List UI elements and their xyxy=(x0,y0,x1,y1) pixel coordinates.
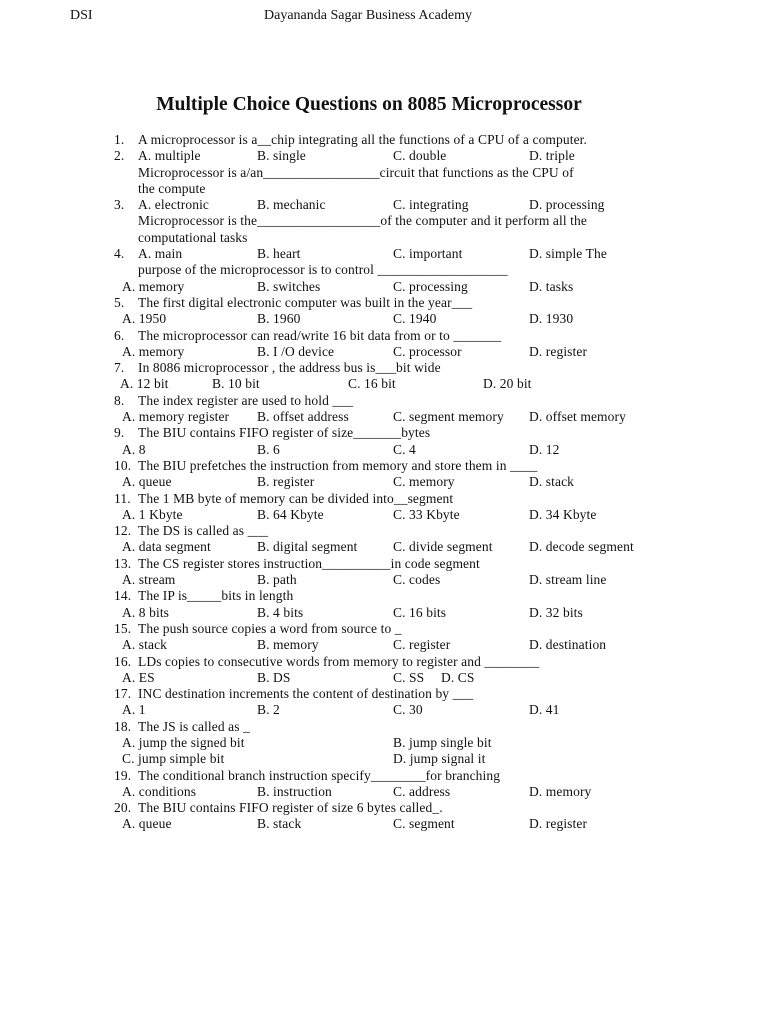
question-text: The index register are used to hold ___ xyxy=(138,392,353,408)
question-number: 1. xyxy=(114,132,125,147)
question-text: computational tasks xyxy=(138,229,248,245)
answer-option: D. decode segment xyxy=(529,539,634,555)
answer-option: A. 8 xyxy=(122,441,146,457)
answer-option: A. 1950 xyxy=(122,311,167,327)
answer-option: D. simple The xyxy=(529,246,607,262)
question-text: The push source copies a word from source to _ xyxy=(138,620,402,636)
question-number: 12. xyxy=(114,523,132,539)
answer-option: C. jump simple bit xyxy=(122,751,225,767)
question-line xyxy=(114,344,654,360)
answer-option: B. offset address xyxy=(257,409,349,425)
question-line xyxy=(114,621,654,637)
question-line xyxy=(114,213,654,229)
question-line xyxy=(114,376,654,392)
answer-option: D. CS xyxy=(441,669,475,685)
answer-option: B. memory xyxy=(257,637,319,653)
answer-option: D. stream line xyxy=(529,572,607,588)
question-number: 8. xyxy=(114,392,125,408)
question-line xyxy=(114,556,654,572)
answer-option: B. 6 xyxy=(257,441,280,457)
answer-option: D. tasks xyxy=(529,278,574,294)
question-line xyxy=(114,539,654,555)
answer-option: A. 1 Kbyte xyxy=(122,506,183,522)
question-text: Microprocessor is the__________________of the computer and it perform all the xyxy=(138,213,587,229)
question-number: 9. xyxy=(114,425,125,441)
question-number: 15. xyxy=(114,620,132,636)
answer-option: D. 20 bit xyxy=(483,376,532,392)
question-list xyxy=(114,132,654,833)
question-number: 2. xyxy=(114,148,125,164)
answer-option: A. memory register xyxy=(122,409,230,425)
answer-option: B. jump single bit xyxy=(393,734,492,750)
question-text: Microprocessor is a/an_________________circuit that functions as the CPU of xyxy=(138,164,574,180)
question-text: The IP is_____bits in length xyxy=(138,588,294,604)
answer-option: B. heart xyxy=(257,246,301,262)
question-number: 16. xyxy=(114,653,132,669)
answer-option: D. destination xyxy=(529,637,607,653)
question-line xyxy=(114,784,654,800)
question-line xyxy=(114,360,654,376)
question-number: 18. xyxy=(114,718,132,734)
answer-option: A. ES xyxy=(122,669,155,685)
question-line xyxy=(114,491,654,507)
question-line xyxy=(114,670,654,686)
question-number: 13. xyxy=(114,555,132,571)
question-line xyxy=(114,279,654,295)
question-text: the compute xyxy=(138,180,206,196)
question-text: INC destination increments the content of destination by ___ xyxy=(138,686,474,702)
question-line xyxy=(114,474,654,490)
question-text: purpose of the microprocessor is to control ___________________ xyxy=(138,262,508,278)
answer-option: B. 4 bits xyxy=(257,604,304,620)
question-number: 10. xyxy=(114,457,132,473)
answer-option: B. stack xyxy=(257,816,302,832)
question-text: LDs copies to consecutive words from memory to register and ________ xyxy=(138,653,540,669)
answer-option: C. 33 Kbyte xyxy=(393,506,460,522)
answer-option: D. memory xyxy=(529,783,592,799)
answer-option: C. segment memory xyxy=(393,409,504,425)
answer-option: D. 1930 xyxy=(529,311,574,327)
question-line xyxy=(114,523,654,539)
answer-option: A. stream xyxy=(122,572,176,588)
page-title: Multiple Choice Questions on 8085 Microprocessor xyxy=(156,94,582,115)
question-line xyxy=(114,148,654,164)
question-number: 4. xyxy=(114,246,125,262)
question-line xyxy=(114,654,654,670)
question-line xyxy=(114,588,654,604)
question-text: The BIU contains FIFO register of size_______bytes xyxy=(138,425,431,441)
question-text: The conditional branch instruction specify________for branching xyxy=(138,767,501,783)
answer-option: C. 30 xyxy=(393,702,423,718)
question-line xyxy=(114,572,654,588)
question-number: 14. xyxy=(114,588,132,604)
answer-option: B. mechanic xyxy=(257,197,326,213)
answer-option: C. processor xyxy=(393,343,462,359)
question-line xyxy=(114,507,654,523)
question-line xyxy=(114,702,654,718)
answer-option: B. 2 xyxy=(257,702,280,718)
answer-option: B. digital segment xyxy=(257,539,358,555)
answer-option: C. double xyxy=(393,148,447,164)
question-text: The BIU contains FIFO register of size 6 bytes called_. xyxy=(138,800,443,816)
question-line xyxy=(114,132,654,148)
question-text: The CS register stores instruction__________in code segment xyxy=(138,555,480,571)
answer-option: C. codes xyxy=(393,572,441,588)
answer-option: B. DS xyxy=(257,669,291,685)
answer-option: A. memory xyxy=(122,278,185,294)
answer-option: D. 34 Kbyte xyxy=(529,506,597,522)
question-line xyxy=(114,686,654,702)
answer-option: A. jump the signed bit xyxy=(122,734,245,750)
answer-option: C. memory xyxy=(393,474,455,490)
answer-option: D. stack xyxy=(529,474,575,490)
question-line xyxy=(114,197,654,213)
answer-option: D. jump signal it xyxy=(393,751,486,767)
answer-option: A. memory xyxy=(122,343,185,359)
answer-option: B. instruction xyxy=(257,783,332,799)
answer-option: A. conditions xyxy=(122,783,197,799)
question-line xyxy=(114,751,654,767)
header-institution-name: Dayananda Sagar Business Academy xyxy=(264,8,472,23)
question-line xyxy=(114,458,654,474)
question-line xyxy=(114,393,654,409)
question-line xyxy=(114,425,654,441)
question-line xyxy=(114,246,654,262)
answer-option: A. 1 xyxy=(122,702,146,718)
answer-option: B. 1960 xyxy=(257,311,301,327)
answer-option: D. triple xyxy=(529,148,575,164)
question-number: 5. xyxy=(114,294,125,310)
answer-option: C. 4 xyxy=(393,441,416,457)
question-line xyxy=(114,328,654,344)
question-line xyxy=(114,311,654,327)
answer-option: A. electronic xyxy=(138,197,210,213)
question-line xyxy=(114,165,654,181)
answer-option: B. switches xyxy=(257,278,321,294)
question-text: The first digital electronic computer was built in the year___ xyxy=(138,294,473,310)
answer-option: B. 64 Kbyte xyxy=(257,506,324,522)
answer-option: C. 1940 xyxy=(393,311,437,327)
question-line xyxy=(114,605,654,621)
answer-option: D. register xyxy=(529,343,588,359)
answer-option: B. single xyxy=(257,148,306,164)
answer-option: D. register xyxy=(529,816,588,832)
question-number: 7. xyxy=(114,360,125,376)
answer-option: C. 16 bits xyxy=(393,604,447,620)
question-text: The JS is called as _ xyxy=(138,718,250,734)
question-number: 17. xyxy=(114,686,132,702)
answer-option: A. stack xyxy=(122,637,168,653)
question-line xyxy=(114,637,654,653)
question-line xyxy=(114,768,654,784)
question-line xyxy=(114,409,654,425)
answer-option: A. main xyxy=(138,246,183,262)
answer-option: D. 41 xyxy=(529,702,560,718)
answer-option: D. processing xyxy=(529,197,605,213)
question-number: 20. xyxy=(114,800,132,816)
answer-option: C. address xyxy=(393,783,451,799)
answer-option: B. 10 bit xyxy=(212,376,260,392)
answer-option: C. SS xyxy=(393,669,425,685)
question-number: 3. xyxy=(114,197,125,213)
answer-option: C. 16 bit xyxy=(348,376,396,392)
answer-option: C. register xyxy=(393,637,451,653)
answer-option: C. processing xyxy=(393,278,468,294)
answer-option: C. important xyxy=(393,246,463,262)
question-line xyxy=(114,735,654,751)
answer-option: D. 12 xyxy=(529,441,560,457)
question-line xyxy=(114,442,654,458)
question-line xyxy=(114,800,654,816)
answer-option: A. queue xyxy=(122,474,172,490)
answer-option: B. path xyxy=(257,572,297,588)
answer-option: A. queue xyxy=(122,816,172,832)
header-left-text: DSI xyxy=(70,8,93,23)
question-text: The microprocessor can read/write 16 bit data from or to _______ xyxy=(138,327,502,343)
question-number: 6. xyxy=(114,327,125,343)
answer-option: C. divide segment xyxy=(393,539,493,555)
answer-option: A. 8 bits xyxy=(122,604,170,620)
answer-option: B. I /O device xyxy=(257,343,335,359)
question-text: The 1 MB byte of memory can be divided into__segment xyxy=(138,490,454,506)
answer-option: A. multiple xyxy=(138,148,201,164)
answer-option: B. register xyxy=(257,474,315,490)
question-text: The DS is called as ___ xyxy=(138,523,269,539)
answer-option: D. 32 bits xyxy=(529,604,583,620)
question-line xyxy=(114,230,654,246)
question-line xyxy=(114,816,654,832)
question-number: 19. xyxy=(114,767,132,783)
answer-option: A. data segment xyxy=(122,539,211,555)
question-line xyxy=(114,719,654,735)
question-number: 11. xyxy=(114,490,131,506)
question-line xyxy=(114,295,654,311)
question-text: In 8086 microprocessor , the address bus is___bit wide xyxy=(138,360,441,376)
answer-option: C. integrating xyxy=(393,197,469,213)
question-text: The BIU prefetches the instruction from memory and store them in ____ xyxy=(138,457,538,473)
question-line xyxy=(114,181,654,197)
answer-option: C. segment xyxy=(393,816,455,832)
question-line xyxy=(114,262,654,278)
question-text: A microprocessor is a__chip integrating all the functions of a CPU of a computer. xyxy=(138,132,587,147)
answer-option: D. offset memory xyxy=(529,409,626,425)
answer-option: A. 12 bit xyxy=(120,376,169,392)
